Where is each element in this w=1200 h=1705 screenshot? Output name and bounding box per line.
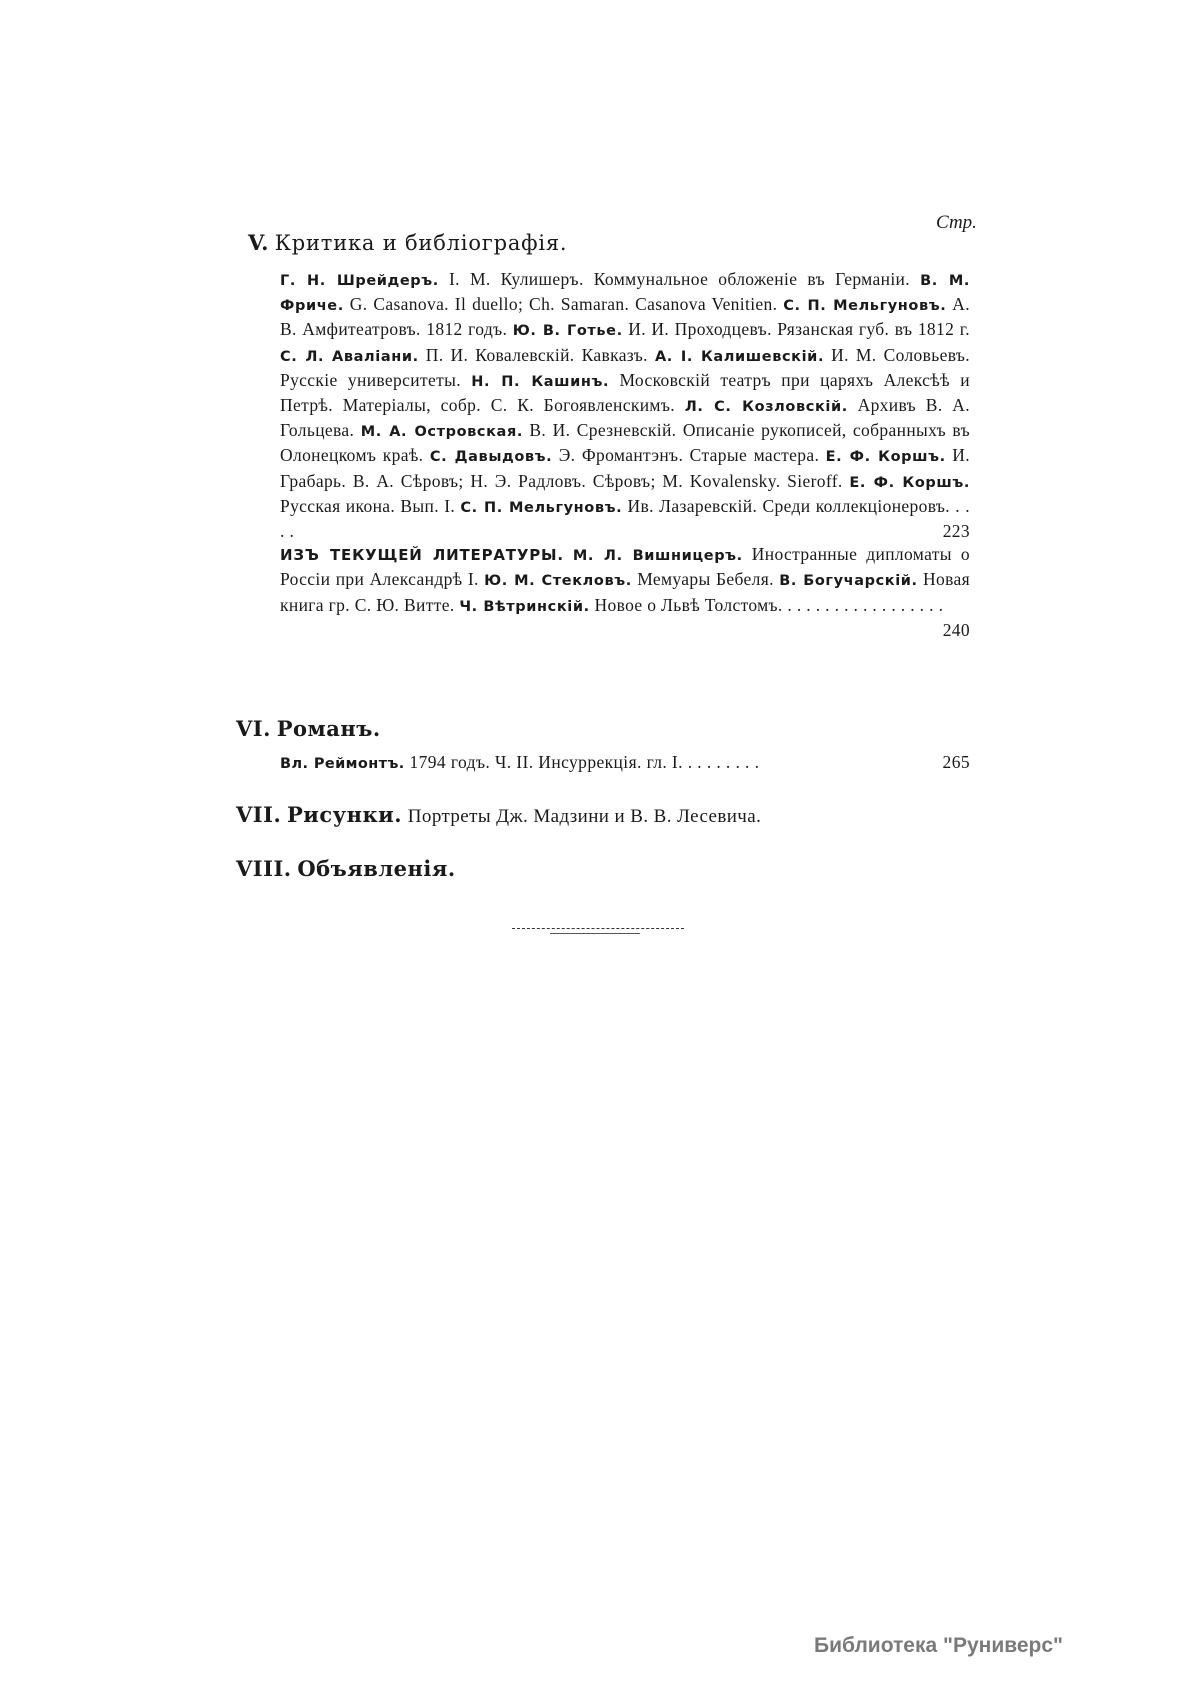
end-ornament-rule [512, 928, 684, 931]
end-ornament-rule-underline [550, 933, 640, 935]
section-heading-illustrations [236, 802, 761, 828]
author: М. Л. Вишницеръ. [572, 548, 743, 565]
author: Ю. М. Стекловъ. [484, 573, 632, 590]
author: А. І. Калишевскій. [654, 348, 825, 365]
section-number: VIII. [236, 856, 292, 881]
section-number: VII. [236, 802, 282, 827]
author: В. М. Фриче. [280, 273, 971, 315]
entry-text: Архивъ В. А. Гольцева. [280, 395, 970, 441]
section-number: VI. [236, 716, 271, 741]
page-number: 265 [942, 752, 970, 772]
author: Е. Ф. Коршъ. [825, 449, 946, 466]
section-description: Портреты Дж. Мадзини и В. В. Лесевича. [407, 806, 762, 827]
page-number: 223 [942, 521, 970, 542]
entry-text: Новое о Львѣ Толстомъ. . . . . . . . . . . . . . . . . . [594, 594, 944, 615]
critique-entries [280, 268, 970, 642]
section-title: Критика и библіографія. [274, 231, 568, 255]
section-title: Романъ. [276, 716, 381, 741]
entry-text: Новая книга гр. С. Ю. Витте. [280, 569, 971, 615]
entry-text: Московскій театръ при царяхъ Алексѣѣ и Петрѣ. Матеріалы, собр. С. К. Богоявленскимъ. [280, 369, 970, 416]
section-title: Объявленія. [297, 856, 456, 881]
section-title: Рисунки. [287, 802, 403, 827]
author: Вл. Реймонтъ. [280, 756, 405, 772]
author: С. П. Мельгуновъ. [460, 499, 623, 516]
page-column-label: Стр. [936, 212, 977, 233]
section-heading-novel [236, 716, 381, 742]
author: Ю. В. Готье. [512, 323, 623, 340]
author: С. П. Мельгуновъ. [783, 298, 947, 315]
subsection-heading: ИЗЪ ТЕКУЩЕЙ ЛИТЕРАТУРЫ. [280, 546, 564, 565]
page-number: 240 [942, 619, 970, 640]
entry-text: Мемуары Бебеля. [637, 569, 774, 590]
entry-text: Ив. Лазаревскій. Среди коллекціонеровъ. . . . . [280, 495, 971, 542]
author: В. Богучарскій. [779, 573, 918, 590]
entry-text: 1794 годъ. Ч. II. Инсуррекція. гл. I. . . . . . . . . [409, 752, 760, 772]
library-watermark: Библиотека "Руниверс" [814, 1634, 1064, 1657]
entry-text: А. В. Амфитеатровъ. 1812 годъ. [280, 294, 970, 340]
author: С. Давыдовъ. [429, 449, 553, 466]
author: Г. Н. Шрейдеръ. [280, 273, 439, 289]
entry-text: Иностранные дипломаты о Россіи при Александрѣ I. [280, 544, 970, 590]
entry-text: И. И. Проходцевъ. Рязанская губ. въ 1812 г. [628, 319, 970, 340]
entry-text: В. И. Срезневскій. Описаніе рукописей, собранныхъ въ Олонецкомъ краѣ. [280, 420, 970, 466]
section-heading-critique [248, 230, 567, 256]
section-heading-announcements [236, 856, 456, 882]
entry-text: И. М. Соловьевъ. Русскіе университеты. [280, 344, 971, 390]
novel-entry [280, 752, 970, 773]
entry-text: G. Casanova. Il duello; Ch. Samaran. Casanova Venitien. [349, 294, 778, 315]
author: Н. П. Кашинъ. [471, 373, 610, 390]
entry-text: И. Грабарь. В. А. Сѣровъ; Н. Э. Радловъ. Сѣровъ; M. Kovalensky. Sieroff. [280, 445, 970, 491]
entry-text: I. М. Кулишеръ. Коммунальное обложеніе въ Германіи. [448, 269, 910, 289]
author: М. А. Островская. [360, 424, 523, 441]
author: Ч. Вѣтринскій. [459, 598, 590, 615]
entry-text: Э. Фромантэнъ. Старые мастера. [558, 445, 820, 466]
section-number: V. [248, 230, 269, 255]
author: Е. Ф. Коршъ. [849, 474, 970, 491]
author: Л. С. Козловскій. [684, 399, 848, 416]
author: С. Л. Аваліани. [280, 348, 419, 365]
entry-text: Русская икона. Вып. I. [280, 495, 456, 516]
entry-text: П. И. Ковалевскій. Кавказъ. [425, 344, 648, 365]
